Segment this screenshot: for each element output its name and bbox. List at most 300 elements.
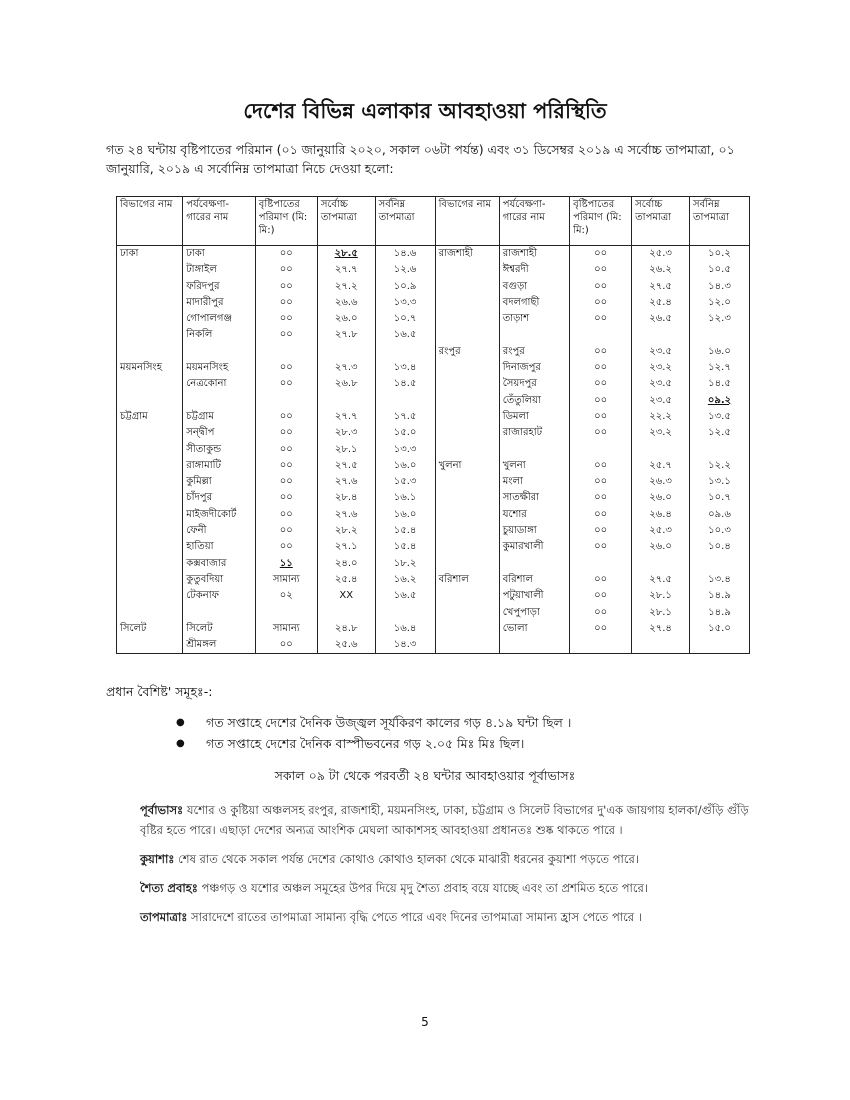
cell-min-temp: ১৬.৫ <box>375 588 435 604</box>
cell-station: সীতাকুন্ড <box>183 442 256 458</box>
cell-max-temp: ২৭.৮ <box>317 327 375 343</box>
cell-division-2 <box>435 474 499 490</box>
cell-rainfall: ১১ <box>255 556 317 572</box>
cell-division-2 <box>435 262 499 278</box>
cell-max-temp-2: ২৬.৫ <box>632 311 690 327</box>
cell-min-temp: ১৩.৩ <box>375 295 435 311</box>
cell-station-2: পটুয়াখালী <box>499 588 569 604</box>
cell-station-2: যশোর <box>499 507 569 523</box>
cell-station: রাঙ্গামাটি <box>183 458 256 474</box>
cell-rainfall-2 <box>570 442 632 458</box>
cell-max-temp <box>317 605 375 621</box>
cell-division-2 <box>435 637 499 654</box>
cell-division-2 <box>435 490 499 506</box>
cell-min-temp-2: ১২.৭ <box>690 360 750 376</box>
cell-min-temp: ১৫.৪ <box>375 523 435 539</box>
cell-max-temp-2: ২৭.৫ <box>632 279 690 295</box>
table-body <box>117 246 750 654</box>
cell-division <box>117 262 183 278</box>
cell-division: চট্টগ্রাম <box>117 409 183 425</box>
cell-rainfall-2: ০০ <box>570 376 632 392</box>
cell-division-2: বরিশাল <box>435 572 499 588</box>
cell-rainfall: ০০ <box>255 507 317 523</box>
features-list <box>176 712 571 754</box>
cell-station-2: সাতক্ষীরা <box>499 490 569 506</box>
cell-station: শ্রীমঙ্গল <box>183 637 256 654</box>
forecast-heading: সকাল ০৯ টা থেকে পরবর্তী ২৪ ঘন্টার আবহাওয়ার পূর্বাভাসঃ <box>274 768 576 783</box>
cell-rainfall-2: ০০ <box>570 605 632 621</box>
cell-rainfall-2: ০০ <box>570 425 632 441</box>
cell-rainfall-2: ০০ <box>570 539 632 555</box>
cell-rainfall: ০০ <box>255 409 317 425</box>
cell-division <box>117 605 183 621</box>
cell-station-2: তাড়াশ <box>499 311 569 327</box>
page-title: দেশের বিভিন্ন এলাকার আবহাওয়া পরিস্থিতি <box>243 99 607 123</box>
header-min-temp-2: সর্বনিম্ন তাপমাত্রা <box>690 197 750 246</box>
cell-rainfall <box>255 344 317 360</box>
cell-max-temp-2: ২৭.৫ <box>632 572 690 588</box>
cell-station: নিকলি <box>183 327 256 343</box>
header-station: পর্যবেক্ষণা-গারের নাম <box>183 197 256 246</box>
cell-station <box>183 605 256 621</box>
cell-station: চট্টগ্রাম <box>183 409 256 425</box>
cell-rainfall-2: ০০ <box>570 523 632 539</box>
cell-min-temp: ১৪.৫ <box>375 376 435 392</box>
feature-item: ● গত সপ্তাহে দেশের দৈনিক বাস্পীভবনের গড় ২.০৫ মিঃ মিঃ ছিল। <box>176 733 571 754</box>
cell-rainfall: ০০ <box>255 637 317 654</box>
cell-station-2: ঈশ্বরদী <box>499 262 569 278</box>
cell-max-temp-2: ২৮.১ <box>632 605 690 621</box>
temperature-text: সারাদেশে রাতের তাপমাত্রা সামান্য বৃদ্ধি পেতে পারে এবং দিনের তাপমাত্রা সামান্য হ্রাস পেতে পারে । <box>187 910 642 924</box>
cell-max-temp-2 <box>632 556 690 572</box>
cell-max-temp-2 <box>632 637 690 654</box>
table-row <box>117 327 750 343</box>
cell-min-temp: ১৪.৩ <box>375 637 435 654</box>
cell-max-temp-2: ২৬.০ <box>632 539 690 555</box>
table-row <box>117 572 750 588</box>
cell-division-2 <box>435 605 499 621</box>
cell-station-2: তেঁতুলিয়া <box>499 393 569 409</box>
cell-rainfall <box>255 605 317 621</box>
cell-rainfall: ০০ <box>255 523 317 539</box>
cell-rainfall: ০০ <box>255 458 317 474</box>
cell-max-temp: ২৭.৩ <box>317 360 375 376</box>
table-row <box>117 344 750 360</box>
cell-division-2 <box>435 507 499 523</box>
cell-station-2: সৈয়দপুর <box>499 376 569 392</box>
cell-station-2: চুয়াডাঙ্গা <box>499 523 569 539</box>
forecast-section <box>140 800 750 936</box>
header-rainfall: বৃষ্টিপাতের পরিমাণ (মি: মি:) <box>255 197 317 246</box>
header-max-temp: সর্বোচ্চ তাপমাত্রা <box>317 197 375 246</box>
cell-division-2 <box>435 523 499 539</box>
header-division-2: বিভাগের নাম <box>435 197 499 246</box>
cell-division <box>117 425 183 441</box>
cell-max-temp-2: ২৩.৫ <box>632 376 690 392</box>
cell-min-temp-2: ১০.২ <box>690 246 750 263</box>
cell-min-temp: ১৬.২ <box>375 572 435 588</box>
cell-min-temp-2: ১৬.০ <box>690 344 750 360</box>
cell-division <box>117 393 183 409</box>
table-row <box>117 360 750 376</box>
cell-rainfall: ০০ <box>255 262 317 278</box>
cell-division-2 <box>435 425 499 441</box>
cell-station-2: রংপুর <box>499 344 569 360</box>
cell-division <box>117 539 183 555</box>
cell-rainfall: ০০ <box>255 490 317 506</box>
cell-station: নেত্রকোনা <box>183 376 256 392</box>
cell-max-temp-2: ২৮.১ <box>632 588 690 604</box>
cell-station: সন্দ্বীপ <box>183 425 256 441</box>
cell-max-temp-2: ২৭.৪ <box>632 621 690 637</box>
cell-max-temp-2: ২৬.০ <box>632 490 690 506</box>
table-row <box>117 605 750 621</box>
cell-station: মাইজদীকোর্ট <box>183 507 256 523</box>
cell-min-temp-2: ১০.৭ <box>690 490 750 506</box>
cell-max-temp-2: ২২.২ <box>632 409 690 425</box>
cell-max-temp-2: ২৫.৩ <box>632 523 690 539</box>
cell-min-temp-2: ০৯.৬ <box>690 507 750 523</box>
cell-max-temp-2: ২৬.৩ <box>632 474 690 490</box>
table-row <box>117 425 750 441</box>
cell-min-temp-2: ১৩.৫ <box>690 409 750 425</box>
table-row <box>117 621 750 637</box>
cell-max-temp: ২৬.০ <box>317 311 375 327</box>
page-number: 5 <box>421 1015 429 1029</box>
cell-max-temp: ২৭.৭ <box>317 262 375 278</box>
cell-station: টেকনাফ <box>183 588 256 604</box>
cell-min-temp: ১৮.২ <box>375 556 435 572</box>
cell-division-2: রংপুর <box>435 344 499 360</box>
cell-station: টাঙ্গাইল <box>183 262 256 278</box>
cell-station-2: ভোলা <box>499 621 569 637</box>
cell-rainfall-2: ০০ <box>570 360 632 376</box>
cell-min-temp: ১৬.৪ <box>375 621 435 637</box>
cold-wave-paragraph <box>140 878 750 898</box>
cell-rainfall-2 <box>570 637 632 654</box>
cell-division <box>117 344 183 360</box>
cell-max-temp <box>317 344 375 360</box>
cell-station-2 <box>499 556 569 572</box>
cell-min-temp-2: ১২.২ <box>690 458 750 474</box>
cell-max-temp-2 <box>632 327 690 343</box>
cell-station <box>183 393 256 409</box>
feature-item: ● গত সপ্তাহে দেশের দৈনিক উজ্জ্বল সূর্যকিরণ কালের গড় ৪.১৯ ঘন্টা ছিল । <box>176 712 571 733</box>
weather-observation-table <box>116 196 750 654</box>
cell-min-temp-2: ১৩.৪ <box>690 572 750 588</box>
cell-division-2 <box>435 327 499 343</box>
cell-rainfall: ০০ <box>255 376 317 392</box>
cell-max-temp: ২৬.৬ <box>317 295 375 311</box>
cell-max-temp: ২৭.৭ <box>317 409 375 425</box>
cell-division <box>117 507 183 523</box>
cell-max-temp: ২৭.৫ <box>317 458 375 474</box>
cell-division <box>117 327 183 343</box>
header-min-temp: সর্বনিম্ন তাপমাত্রা <box>375 197 435 246</box>
cell-division: ঢাকা <box>117 246 183 263</box>
cell-min-temp-2 <box>690 556 750 572</box>
cell-rainfall: ০০ <box>255 360 317 376</box>
cell-max-temp-2: ২৫.৪ <box>632 295 690 311</box>
cell-rainfall <box>255 393 317 409</box>
cell-rainfall-2: ০০ <box>570 588 632 604</box>
cell-station: কুমিল্লা <box>183 474 256 490</box>
cell-station: ময়মনসিংহ <box>183 360 256 376</box>
cell-max-temp-2: ২৬.৪ <box>632 507 690 523</box>
cell-rainfall-2: ০০ <box>570 572 632 588</box>
cell-station: কক্সবাজার <box>183 556 256 572</box>
cell-min-temp <box>375 393 435 409</box>
cell-station-2 <box>499 637 569 654</box>
cell-min-temp: ১৫.০ <box>375 425 435 441</box>
cell-max-temp: ২৭.১ <box>317 539 375 555</box>
cell-min-temp-2 <box>690 327 750 343</box>
features-heading: প্রধান বৈশিষ্ট' সমূহঃ-: <box>106 684 213 699</box>
cell-station: সিলেট <box>183 621 256 637</box>
cell-station-2 <box>499 442 569 458</box>
cell-division <box>117 556 183 572</box>
cell-max-temp-2: ২৬.২ <box>632 262 690 278</box>
cell-division-2 <box>435 360 499 376</box>
cell-max-temp: ২৭.৬ <box>317 507 375 523</box>
table-row <box>117 490 750 506</box>
cell-min-temp <box>375 605 435 621</box>
cell-max-temp: ২৫.৬ <box>317 637 375 654</box>
cell-division: সিলেট <box>117 621 183 637</box>
cell-station: মাদারীপুর <box>183 295 256 311</box>
cell-min-temp: ১৬.০ <box>375 507 435 523</box>
cell-rainfall-2: ০০ <box>570 409 632 425</box>
cell-min-temp: ১৫.৩ <box>375 474 435 490</box>
table-row <box>117 588 750 604</box>
cell-rainfall-2: ০০ <box>570 621 632 637</box>
cell-rainfall-2 <box>570 327 632 343</box>
cell-division <box>117 523 183 539</box>
cell-min-temp-2: ০৯.২ <box>690 393 750 409</box>
header-division: বিভাগের নাম <box>117 197 183 246</box>
fog-text: শেষ রাত থেকে সকাল পর্যন্ত দেশের কোথাও কোথাও হালকা থেকে মাঝারী ধরনের কুয়াশা পড়তে পারে। <box>174 852 639 866</box>
table-row <box>117 507 750 523</box>
cell-station-2: খুলনা <box>499 458 569 474</box>
cell-max-temp-2: ২৫.৭ <box>632 458 690 474</box>
cell-min-temp: ১০.৭ <box>375 311 435 327</box>
cell-rainfall: ০০ <box>255 425 317 441</box>
cell-max-temp-2: ২৩.৫ <box>632 393 690 409</box>
table-row <box>117 556 750 572</box>
table-row <box>117 474 750 490</box>
table-row <box>117 409 750 425</box>
cell-max-temp: ২৪.৮ <box>317 621 375 637</box>
table-row <box>117 279 750 295</box>
cell-division-2 <box>435 442 499 458</box>
cell-division <box>117 588 183 604</box>
table-row <box>117 442 750 458</box>
cell-station: ঢাকা <box>183 246 256 263</box>
cell-min-temp: ১০.৯ <box>375 279 435 295</box>
fog-paragraph <box>140 849 750 869</box>
cell-rainfall-2 <box>570 556 632 572</box>
cell-rainfall: সামান্য <box>255 572 317 588</box>
cold-wave-label: শৈত্য প্রবাহঃ <box>140 881 198 895</box>
cell-min-temp <box>375 344 435 360</box>
cell-min-temp: ১৬.১ <box>375 490 435 506</box>
table-header-row <box>117 197 750 246</box>
cell-max-temp: ২৭.৬ <box>317 474 375 490</box>
cell-max-temp: ২৪.০ <box>317 556 375 572</box>
cell-rainfall: ০০ <box>255 295 317 311</box>
cell-station-2 <box>499 327 569 343</box>
header-rainfall-2: বৃষ্টিপাতের পরিমাণ (মি: মি:) <box>570 197 632 246</box>
cell-max-temp-2: ২৫.৩ <box>632 246 690 263</box>
cell-division: ময়মনসিংহ <box>117 360 183 376</box>
cell-station-2: খেপুপাড়া <box>499 605 569 621</box>
cell-division <box>117 279 183 295</box>
cell-division-2 <box>435 295 499 311</box>
cell-max-temp-2 <box>632 442 690 458</box>
cell-max-temp: ২৮.১ <box>317 442 375 458</box>
cell-min-temp-2: ১৪.৩ <box>690 279 750 295</box>
cell-min-temp-2: ১৪.৯ <box>690 605 750 621</box>
cell-division-2 <box>435 556 499 572</box>
cell-min-temp-2 <box>690 442 750 458</box>
cell-rainfall-2: ০০ <box>570 458 632 474</box>
cell-rainfall-2: ০০ <box>570 311 632 327</box>
cell-min-temp: ১৬.০ <box>375 458 435 474</box>
cell-min-temp-2: ১৩.১ <box>690 474 750 490</box>
cell-station-2: ডিমলা <box>499 409 569 425</box>
cell-division-2 <box>435 393 499 409</box>
cell-min-temp: ১৪.৬ <box>375 246 435 263</box>
cell-station-2: কুমারখালী <box>499 539 569 555</box>
cell-station: কুতুবদিয়া <box>183 572 256 588</box>
intro-paragraph: গত ২৪ ঘন্টায় বৃষ্টিপাতের পরিমান (০১ জানুয়ারি ২০২০, সকাল ০৬টা পর্যন্ত) এবং ৩১ ডিসেম্বর ২০১৯ এ সর্বোচ্চ তাপমাত্রা, ০১ জানুয়ারি, ২০১৯ এ সর্বোনিম্ন তাপমাত্রা নিচে দেওয়া হলো: <box>106 142 735 176</box>
cell-station-2: বগুড়া <box>499 279 569 295</box>
cell-station: ফেনী <box>183 523 256 539</box>
cell-rainfall: সামান্য <box>255 621 317 637</box>
cell-min-temp: ১৫.৪ <box>375 539 435 555</box>
cell-max-temp-2: ২৩.২ <box>632 360 690 376</box>
cell-rainfall: ০০ <box>255 279 317 295</box>
cell-rainfall-2: ০০ <box>570 295 632 311</box>
cell-min-temp-2: ১৫.০ <box>690 621 750 637</box>
cell-max-temp <box>317 393 375 409</box>
cell-rainfall-2: ০০ <box>570 279 632 295</box>
cell-station: ফরিদপুর <box>183 279 256 295</box>
cell-station: হাতিয়া <box>183 539 256 555</box>
cell-min-temp-2 <box>690 637 750 654</box>
cell-station <box>183 344 256 360</box>
cell-division-2 <box>435 539 499 555</box>
fog-label: কুয়াশাঃ <box>140 852 175 866</box>
cell-station: চাঁদপুর <box>183 490 256 506</box>
cell-min-temp-2: ১২.০ <box>690 295 750 311</box>
cell-division-2 <box>435 279 499 295</box>
cell-rainfall: ০০ <box>255 246 317 263</box>
cell-min-temp-2: ১২.৫ <box>690 425 750 441</box>
cell-min-temp-2: ১৪.৫ <box>690 376 750 392</box>
cell-min-temp: ১৬.৫ <box>375 327 435 343</box>
cell-rainfall: ০০ <box>255 474 317 490</box>
cell-division-2: খুলনা <box>435 458 499 474</box>
cell-max-temp: ২৫.৪ <box>317 572 375 588</box>
table-row <box>117 376 750 392</box>
temperature-paragraph <box>140 907 750 927</box>
cell-rainfall: ০০ <box>255 442 317 458</box>
cell-max-temp: ২৮.২ <box>317 523 375 539</box>
cell-station-2: রাজশাহী <box>499 246 569 263</box>
cell-division <box>117 458 183 474</box>
cell-station-2: দিনাজপুর <box>499 360 569 376</box>
cell-max-temp: ২৮.৫ <box>317 246 375 263</box>
cell-station-2: বদলগাছী <box>499 295 569 311</box>
cell-division-2: রাজশাহী <box>435 246 499 263</box>
cell-rainfall-2: ০০ <box>570 262 632 278</box>
table-row <box>117 539 750 555</box>
cell-rainfall: ০২ <box>255 588 317 604</box>
cell-rainfall-2: ০০ <box>570 490 632 506</box>
cell-min-temp-2: ১০.৪ <box>690 539 750 555</box>
cell-max-temp-2: ২৩.২ <box>632 425 690 441</box>
cell-min-temp-2: ১০.৩ <box>690 523 750 539</box>
cell-min-temp: ১২.৬ <box>375 262 435 278</box>
cell-division <box>117 376 183 392</box>
cell-station-2: মংলা <box>499 474 569 490</box>
header-max-temp-2: সর্বোচ্চ তাপমাত্রা <box>632 197 690 246</box>
cell-max-temp: XX <box>317 588 375 604</box>
cold-wave-text: পঞ্চগড় ও যশোর অঞ্চল সমূহের উপর দিয়ে মৃদু শৈত্য প্রবাহ বয়ে যাচ্ছে এবং তা প্রশমিত হতে পারে। <box>197 881 648 895</box>
temperature-label: তাপমাত্রাঃ <box>140 910 188 924</box>
cell-station: গোপালগঞ্জ <box>183 311 256 327</box>
cell-division-2 <box>435 311 499 327</box>
cell-division-2 <box>435 409 499 425</box>
cell-min-temp: ১৩.৩ <box>375 442 435 458</box>
cell-rainfall: ০০ <box>255 327 317 343</box>
cell-rainfall: ০০ <box>255 311 317 327</box>
cell-rainfall-2: ০০ <box>570 344 632 360</box>
cell-station-2: বরিশাল <box>499 572 569 588</box>
table-row <box>117 295 750 311</box>
table-row <box>117 246 750 263</box>
cell-min-temp: ১৩.৪ <box>375 360 435 376</box>
cell-min-temp-2: ১০.৫ <box>690 262 750 278</box>
header-station-2: পর্যবেক্ষণা-গারের নাম <box>499 197 569 246</box>
cell-rainfall-2: ০০ <box>570 393 632 409</box>
cell-max-temp: ২৮.৩ <box>317 425 375 441</box>
forecast-text: যশোর ও কুষ্টিয়া অঞ্চলসহ রংপুর, রাজশাহী, ময়মনসিংহ, ঢাকা, চট্টগ্রাম ও সিলেট বিভাগের দু'এক জায়গায় হালকা/গুঁড়ি গুঁড়ি বৃষ্টির হতে পারে। এছাড়া দেশের অন্যত্র আংশিক মেঘলা আকাশসহ আবহাওয়া প্রধানতঃ শুষ্ক থাকতে পারে । <box>140 803 749 837</box>
cell-max-temp-2: ২৩.৫ <box>632 344 690 360</box>
cell-division-2 <box>435 621 499 637</box>
cell-rainfall-2: ০০ <box>570 474 632 490</box>
cell-division <box>117 572 183 588</box>
cell-division <box>117 295 183 311</box>
cell-min-temp-2: ১৪.৯ <box>690 588 750 604</box>
cell-max-temp: ২৭.২ <box>317 279 375 295</box>
cell-min-temp-2: ১২.৩ <box>690 311 750 327</box>
cell-division-2 <box>435 588 499 604</box>
cell-max-temp: ২৬.৮ <box>317 376 375 392</box>
table-row <box>117 523 750 539</box>
cell-division <box>117 490 183 506</box>
cell-rainfall: ০০ <box>255 539 317 555</box>
forecast-paragraph <box>140 800 750 840</box>
table-row <box>117 458 750 474</box>
cell-division <box>117 474 183 490</box>
cell-max-temp: ২৮.৪ <box>317 490 375 506</box>
cell-division <box>117 311 183 327</box>
table-row <box>117 311 750 327</box>
cell-division <box>117 442 183 458</box>
forecast-label: পূর্বাভাসঃ <box>140 803 184 817</box>
